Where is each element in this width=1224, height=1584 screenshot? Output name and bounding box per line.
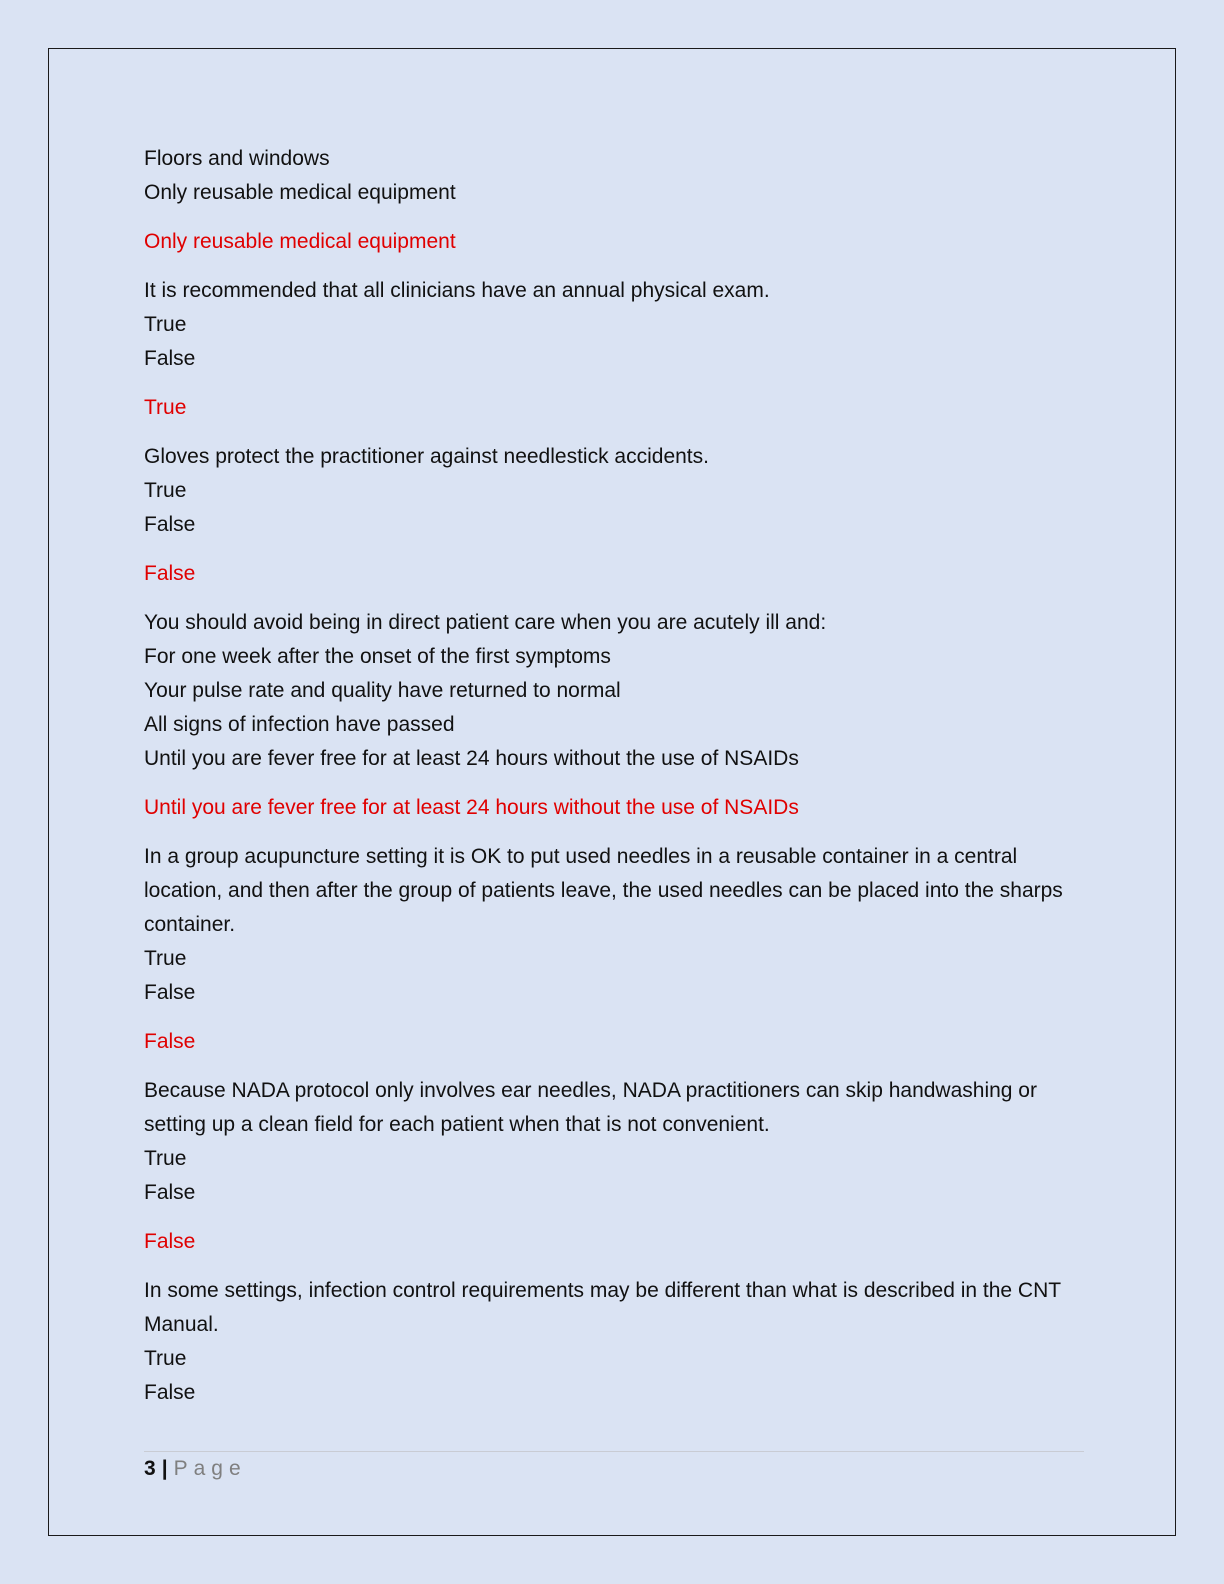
option-text: All signs of infection have passed	[144, 713, 455, 736]
question-text: You should avoid being in direct patient care when you are acutely ill and:	[144, 611, 827, 634]
page-number: 3	[144, 1457, 156, 1480]
option-text: True	[144, 947, 187, 970]
question-block	[144, 142, 1084, 210]
question-text: Gloves protect the practitioner against needlestick accidents.	[144, 445, 709, 468]
option-text: True	[144, 1347, 187, 1370]
footer-separator: |	[161, 1457, 168, 1480]
answer-text: Until you are fever free for at least 24 hours without the use of NSAIDs	[144, 796, 799, 819]
page-label: Page	[173, 1457, 247, 1480]
option-text: For one week after the onset of the first symptoms	[144, 645, 611, 668]
question-block	[144, 440, 1084, 542]
page-footer	[144, 1455, 247, 1483]
option-text: Only reusable medical equipment	[144, 181, 456, 204]
option-text: True	[144, 313, 187, 336]
option-text: Until you are fever free for at least 24 hours without the use of NSAIDs	[144, 747, 799, 770]
question-block	[144, 840, 1084, 1010]
document-body	[144, 142, 1084, 1425]
answer-text: False	[144, 1230, 196, 1253]
option-text: False	[144, 981, 196, 1004]
question-block	[144, 1074, 1084, 1210]
answer-text: False	[144, 1030, 196, 1053]
option-text: True	[144, 479, 187, 502]
question-text: In some settings, infection control requirements may be different than what is described in the CNT Manual.	[144, 1279, 1061, 1336]
question-block	[144, 606, 1084, 776]
option-text: True	[144, 1147, 187, 1170]
option-text: False	[144, 347, 196, 370]
footer-divider	[144, 1451, 1084, 1452]
option-text: Your pulse rate and quality have returned to normal	[144, 679, 621, 702]
question-text: Because NADA protocol only involves ear needles, NADA practitioners can skip handwashing or setting up a clean field for each patient when that is not convenient.	[144, 1079, 1037, 1136]
question-text: In a group acupuncture setting it is OK to put used needles in a reusable container in a central location, and then after the group of patients leave, the used needles can be placed into the sharps container.	[144, 845, 1063, 936]
answer-text: Only reusable medical equipment	[144, 230, 456, 253]
option-text: False	[144, 1381, 196, 1404]
option-text: False	[144, 513, 196, 536]
question-block	[144, 1274, 1084, 1410]
option-text: False	[144, 1181, 196, 1204]
answer-text: False	[144, 562, 196, 585]
question-text: It is recommended that all clinicians have an annual physical exam.	[144, 279, 770, 302]
question-block	[144, 274, 1084, 376]
answer-text: True	[144, 396, 187, 419]
question-text: Floors and windows	[144, 147, 330, 170]
